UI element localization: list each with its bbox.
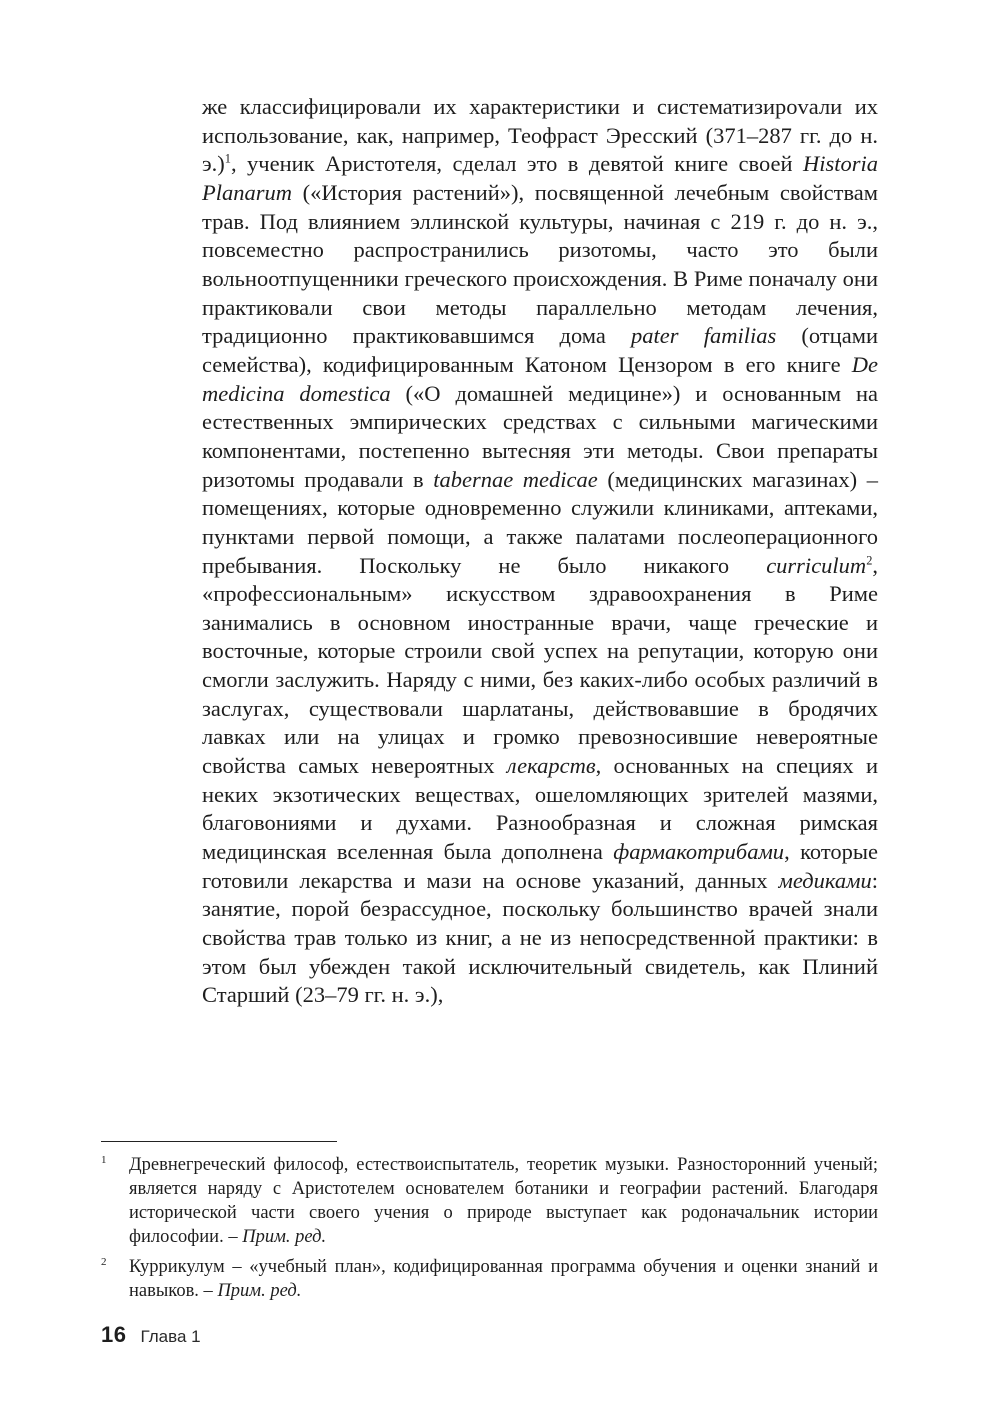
body-paragraph (202, 93, 878, 1010)
text-segment: , основанных на специях и неких экзотических веществах, ошеломляющих зрителей мазями, благовониями и духами. Разнообразная и сложная римская медицинская вселенная была дополнена (202, 753, 878, 865)
italic-term: медиками (778, 867, 872, 893)
text-segment: , которые готовили лекарства и мази на основе указаний, данных (202, 839, 878, 893)
italic-term: фармакотрибами (613, 839, 785, 865)
page-footer (101, 1322, 201, 1348)
text-segment: («История растений»), посвященной лечебным свойствам трав. Под влиянием эллинской культуры, начиная с 219 г. до н. э., повсеместно распространились ризотомы, часто это были вольноотпущенники греческого происхождения. В Риме поначалу они практиковали свои методы параллельно методам лечения, традиционно практиковавшимся дома (202, 179, 878, 349)
footnote-ref-1[interactable]: 1 (224, 151, 231, 166)
latin-title: De medicina domestica (202, 351, 878, 406)
text-segment: (отцами семейства), кодифицированным Катоном Цензором в его книге (202, 323, 878, 377)
text-segment: , «профессиональным» искусством здравоохранения в Риме занимались в основном иностранные врачи, чаще греческие и восточные, которые строили свой успех на репутации, которую они смогли заслужить. Наряду с ними, без каких-либо особых различий в заслугах, существовали шарлатаны, действовавшие в бродячих лавках или на улицах и громко превозносившие невероятные свойства самых невероятных (202, 552, 878, 779)
page-number: 16 (101, 1322, 127, 1347)
footnote-number: 2 (101, 1256, 107, 1268)
latin-title: Historia Planarum (202, 151, 878, 205)
editor-note: Прим. ред. (217, 1281, 302, 1301)
text-segment: же классифицировали их характеристики и систематизироvали их использование, как, например, Теофраст Эресский (371–287 гг. до н. э.) (202, 94, 878, 177)
latin-term: tabernae medicae (433, 466, 598, 492)
chapter-label: Глава 1 (140, 1327, 201, 1346)
footnote-divider (101, 1141, 337, 1142)
footnote-1 (101, 1153, 878, 1249)
text-segment: (медицинских магазинах) – помещениях, которые одновременно служили клиниками, аптеками, пунктами первой помощи, а также палатами послеоперационного пребывания. Поскольку не было никакого (202, 466, 878, 578)
footnote-ref-2[interactable]: 2 (866, 553, 873, 567)
latin-term: curriculum (766, 552, 867, 578)
footnotes (101, 1153, 878, 1309)
text-segment: , ученик Аристотеля, сделал это в девятой книге своей (230, 151, 803, 177)
text-segment: : занятие, порой безрассудное, поскольку большинство врачей знали свойства трав только из книг, а не из непосредственной практики: в этом был убежден такой исключительный свидетель, как Плиний Старший (23–79 гг. н. э.), (202, 867, 878, 1008)
editor-note: Прим. ред. (242, 1227, 327, 1247)
footnote-text: Древнегреческий философ, естествоиспытатель, теоретик музыки. Разносторонний ученый; является наряду с Аристотелем основателем ботаники и географии растений. Благодаря исторической части своего учения о природе выступает как родоначальник истории философии. – (129, 1155, 878, 1247)
main-text (202, 93, 878, 1010)
text-segment: («О домашней медицине») и основанным на естественных эмпирических средствах с сильными магическими компонентами, постепенно вытесняя эти методы. Свои препараты ризотомы продавали в (202, 380, 878, 492)
footnote-2 (101, 1255, 878, 1303)
latin-term: pater familias (631, 323, 777, 349)
footnote-number: 1 (101, 1154, 107, 1166)
footnote-text: Куррикулум – «учебный план», кодифицированная программа обучения и оценки знаний и навыков. – (129, 1257, 878, 1301)
italic-term: лекарств (506, 753, 596, 779)
